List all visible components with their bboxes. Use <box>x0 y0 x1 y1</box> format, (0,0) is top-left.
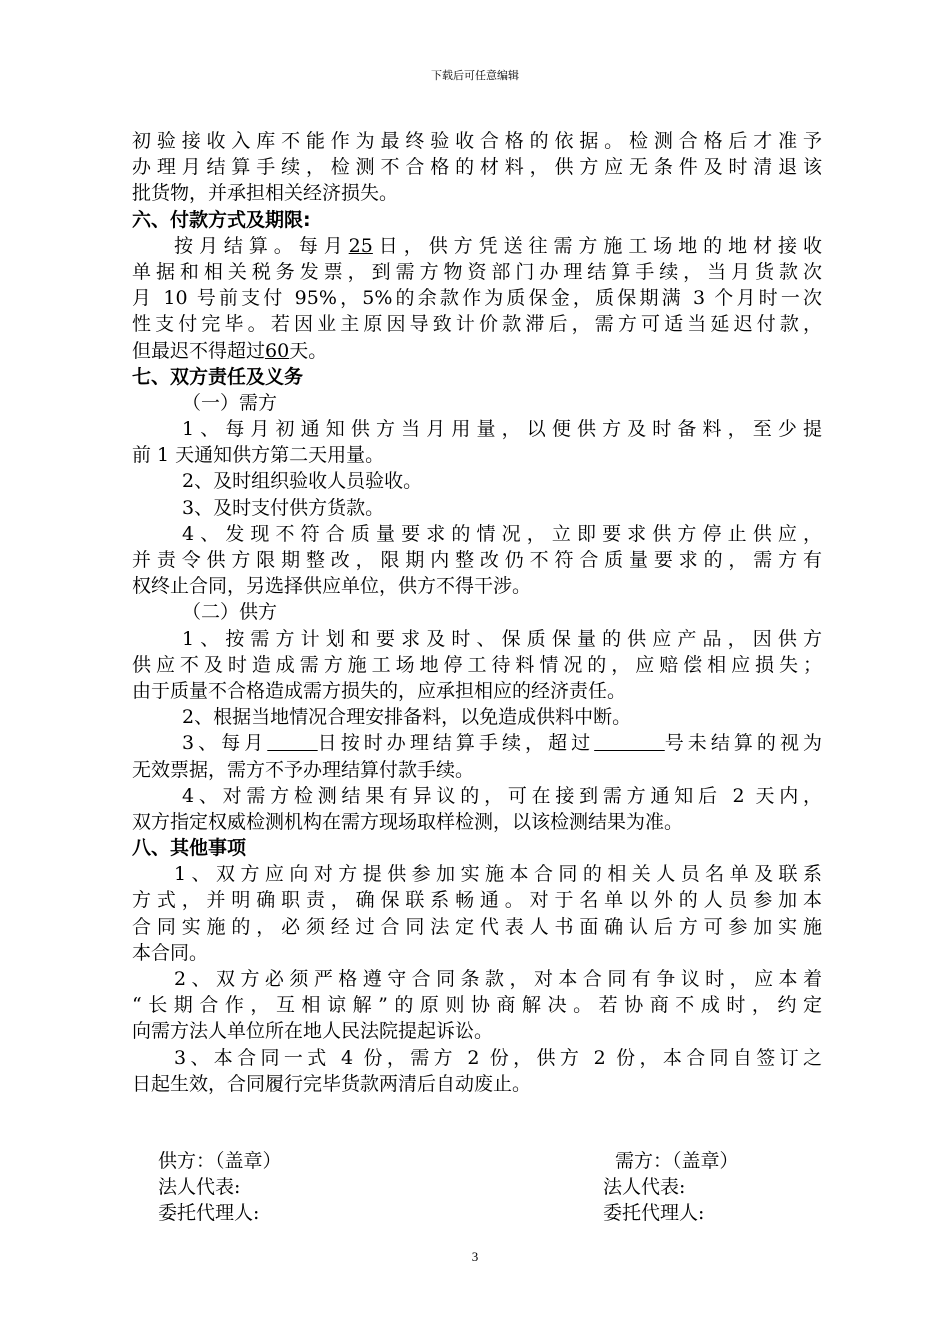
text-line: 1、双方应向对方提供参加实施本合同的相关人员名单及联系 <box>174 863 822 886</box>
text-line: 日起生效，合同履行完毕货款两清后自动废止。 <box>132 1072 532 1095</box>
text-line: 性支付完毕。若因业主原因导致计价款滞后，需方可适当延迟付款， <box>132 313 822 336</box>
text-line: 本合同。 <box>132 941 209 964</box>
text-line: 1、每月初通知供方当月用量，以便供方及时备料，至少提 <box>182 418 822 441</box>
text-line: 由于质量不合格造成需方损失的，应承担相应的经济责任。 <box>132 679 627 702</box>
text-line: 向需方法人单位所在地人民法院提起诉讼。 <box>132 1020 494 1043</box>
text-line: 4、对需方检测结果有异议的，可在接到需方通知后 2 天内， <box>182 784 822 807</box>
section-6-title: 六、付款方式及期限: <box>132 208 311 231</box>
text-line: 无效票据，需方不予办理结算付款手续。 <box>132 758 475 781</box>
seller-signature-block <box>158 1148 282 1226</box>
buyer-signature-block <box>603 1148 739 1226</box>
text-line: “长期合作，互相谅解”的原则协商解决。若协商不成时，约定 <box>132 994 822 1017</box>
text-line: 2、及时组织验收人员验收。 <box>182 470 423 493</box>
seller-stamp-label: 供方：（盖章） <box>158 1150 282 1172</box>
buyer-agent-label: 委托代理人: <box>603 1202 705 1224</box>
blank-field <box>594 732 665 754</box>
text-line: 1、按需方计划和要求及时、保质保量的供应产品，因供方 <box>182 627 822 650</box>
text-line: 但最迟不得超过60天。 <box>132 339 328 362</box>
document-body <box>132 128 822 1097</box>
text-line: 办理月结算手续，检测不合格的材料，供方应无条件及时清退该 <box>132 156 822 179</box>
text-line: 2、双方必须严格遵守合同条款，对本合同有争议时，应本着 <box>174 968 822 990</box>
buyer-legal-rep-label: 法人代表: <box>603 1176 686 1198</box>
text-line: 初验接收入库不能作为最终验收合格的依据。检测合格后才准予 <box>132 130 822 152</box>
blank-field <box>267 732 317 754</box>
text-line: 供应不及时造成需方施工场地停工待料情况的，应赔偿相应损失； <box>132 653 822 676</box>
text-line: 并责令供方限期整改，限期内整改仍不符合质量要求的，需方有 <box>132 549 822 571</box>
text-line: 单据和相关税务发票，到需方物资部门办理结算手续，当月货款次 <box>132 260 822 283</box>
text-line: 合同实施的，必须经过合同法定代表人书面确认后方可参加实施 <box>132 915 822 938</box>
text-line: 权终止合同，另选择供应单位，供方不得干涉。 <box>132 575 532 598</box>
day-value: 25 <box>348 234 373 257</box>
limit-value: 60 <box>265 339 290 362</box>
text-line: 3、每月 日按时办理结算手续，超过 号未结算的视为 <box>182 732 822 755</box>
page-header: 下载后可任意编辑 <box>431 69 519 82</box>
text-line: 2、根据当地情况合理安排备料，以免造成供料中断。 <box>182 706 632 729</box>
subsection-buyer: （一）需方 <box>182 391 278 414</box>
text-line: 批货物，并承担相关经济损失。 <box>132 182 399 205</box>
text-line: 3、本合同一式 4 份，需方 2 份，供方 2 份，本合同自签订之 <box>174 1046 822 1069</box>
section-8-title: 八、其他事项 <box>132 837 247 860</box>
buyer-stamp-label: 需方：（盖章） <box>615 1150 739 1172</box>
seller-agent-label: 委托代理人: <box>158 1202 260 1224</box>
subsection-seller: （二）供方 <box>182 601 278 624</box>
text-line: 月 10 号前支付 95%，5%的余款作为质保金，质保期满 3 个月时一次 <box>132 287 822 310</box>
page-number: 3 <box>471 1249 479 1264</box>
text-line: 4、发现不符合质量要求的情况，立即要求供方停止供应， <box>182 522 822 545</box>
text-line: 按月结算。每月25日，供方凭送往需方施工场地的地材接收 <box>174 234 822 257</box>
seller-legal-rep-label: 法人代表: <box>158 1176 241 1198</box>
text-line: 双方指定权威检测机构在需方现场取样检测，以该检测结果为准。 <box>132 810 684 833</box>
text-line: 前 1 天通知供方第二天用量。 <box>132 444 385 467</box>
text-line: 方式，并明确职责，确保联系畅通。对于名单以外的人员参加本 <box>132 889 822 912</box>
section-7-title: 七、双方责任及义务 <box>132 365 304 388</box>
text-line: 3、及时支付供方货款。 <box>182 496 385 519</box>
